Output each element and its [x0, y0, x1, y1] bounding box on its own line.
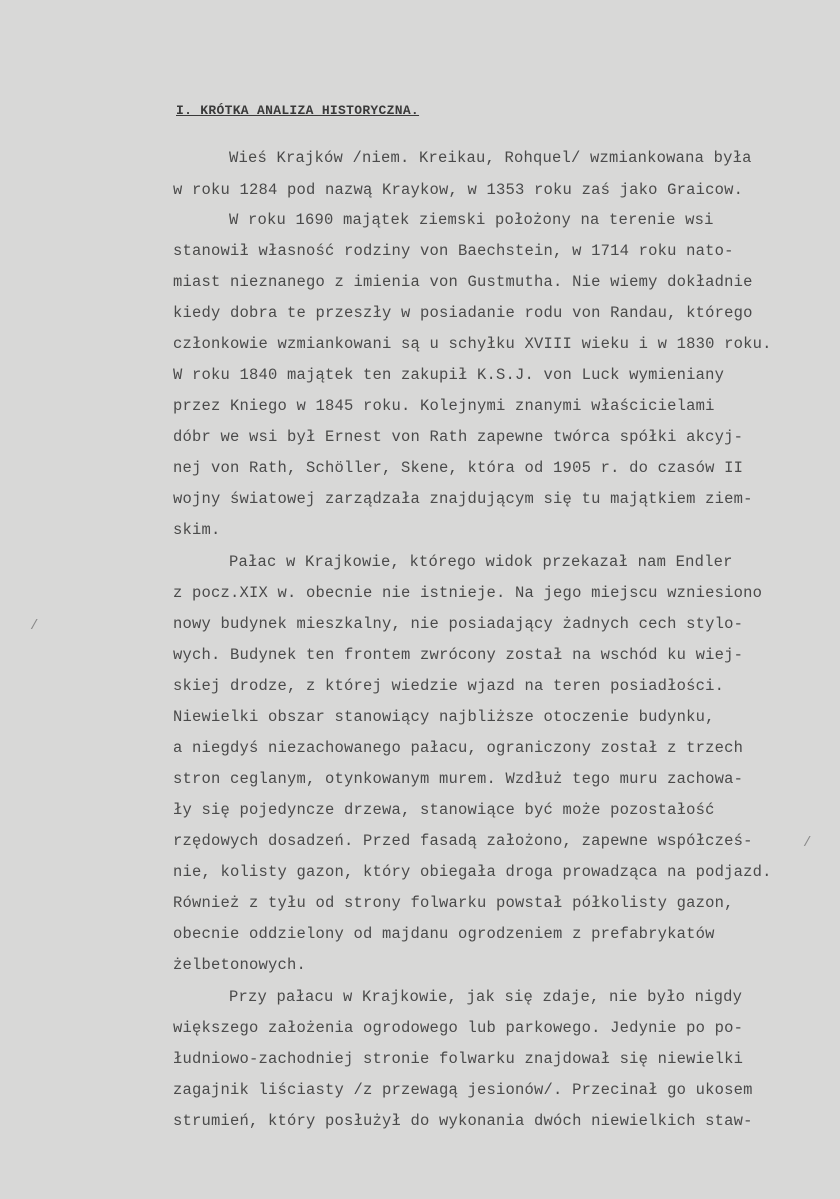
text-line: stron ceglanym, otynkowanym murem. Wzdłuż tego muru zachowa- [173, 770, 744, 788]
text-line: w roku 1284 pod nazwą Kraykow, w 1353 roku zaś jako Graicow. [173, 181, 744, 199]
text-line: członkowie wzmiankowani są u schyłku XVIII wieku i w 1830 roku. [173, 335, 772, 353]
text-line: wych. Budynek ten frontem zwrócony został na wschód ku wiej- [173, 646, 744, 664]
text-line: Również z tyłu od strony folwarku powstał półkolisty gazon, [173, 894, 734, 912]
text-line: a niegdyś niezachowanego pałacu, ograniczony został z trzech [173, 739, 744, 757]
text-line: Przy pałacu w Krajkowie, jak się zdaje, nie było nigdy [229, 988, 743, 1006]
text-line: stanowił własność rodziny von Baechstein, w 1714 roku nato- [173, 242, 734, 260]
section-heading: I. KRÓTKA ANALIZA HISTORYCZNA. [176, 103, 420, 118]
text-line: przez Kniego w 1845 roku. Kolejnymi znanymi właścicielami [173, 397, 715, 415]
text-line: miast nieznanego z imienia von Gustmutha. Nie wiemy dokładnie [173, 273, 753, 291]
text-line: kiedy dobra te przeszły w posiadanie rodu von Randau, którego [173, 304, 753, 322]
text-line: nej von Rath, Schöller, Skene, która od 1905 r. do czasów II [173, 459, 744, 477]
text-line: skim. [173, 521, 221, 539]
margin-mark: / [803, 835, 812, 851]
text-line: W roku 1690 majątek ziemski położony na terenie wsi [229, 211, 714, 229]
text-line: strumień, który posłużył do wykonania dwóch niewielkich staw- [173, 1112, 753, 1130]
text-line: nowy budynek mieszkalny, nie posiadający żadnych cech stylo- [173, 615, 744, 633]
text-line: zagajnik liściasty /z przewagą jesionów/. Przecinał go ukosem [173, 1081, 753, 1099]
text-line: W roku 1840 majątek ten zakupił K.S.J. von Luck wymieniany [173, 366, 725, 384]
text-line: Pałac w Krajkowie, którego widok przekazał nam Endler [229, 553, 733, 571]
text-line: Wieś Krajków /niem. Kreikau, Rohquel/ wzmiankowana była [229, 149, 752, 167]
text-line: większego założenia ogrodowego lub parkowego. Jedynie po po- [173, 1019, 744, 1037]
text-line: nie, kolisty gazon, który obiegała droga prowadząca na podjazd. [173, 863, 772, 881]
text-line: z pocz.XIX w. obecnie nie istnieje. Na jego miejscu wzniesiono [173, 584, 763, 602]
text-line: obecnie oddzielony od majdanu ogrodzeniem z prefabrykatów [173, 925, 715, 943]
text-line: wojny światowej zarządzała znajdującym się tu majątkiem ziem- [173, 490, 753, 508]
text-line: dóbr we wsi był Ernest von Rath zapewne twórca spółki akcyj- [173, 428, 744, 446]
text-line: skiej drodze, z której wiedzie wjazd na teren posiadłości. [173, 677, 725, 695]
margin-mark: / [30, 618, 39, 634]
text-line: Niewielki obszar stanowiący najbliższe otoczenie budynku, [173, 708, 715, 726]
text-line: ły się pojedyncze drzewa, stanowiące być może pozostałość [173, 801, 715, 819]
text-line: rzędowych dosadzeń. Przed fasadą założono, zapewne współcześ- [173, 832, 753, 850]
text-line: łudniowo-zachodniej stronie folwarku znajdował się niewielki [173, 1050, 744, 1068]
text-line: żelbetonowych. [173, 956, 307, 974]
